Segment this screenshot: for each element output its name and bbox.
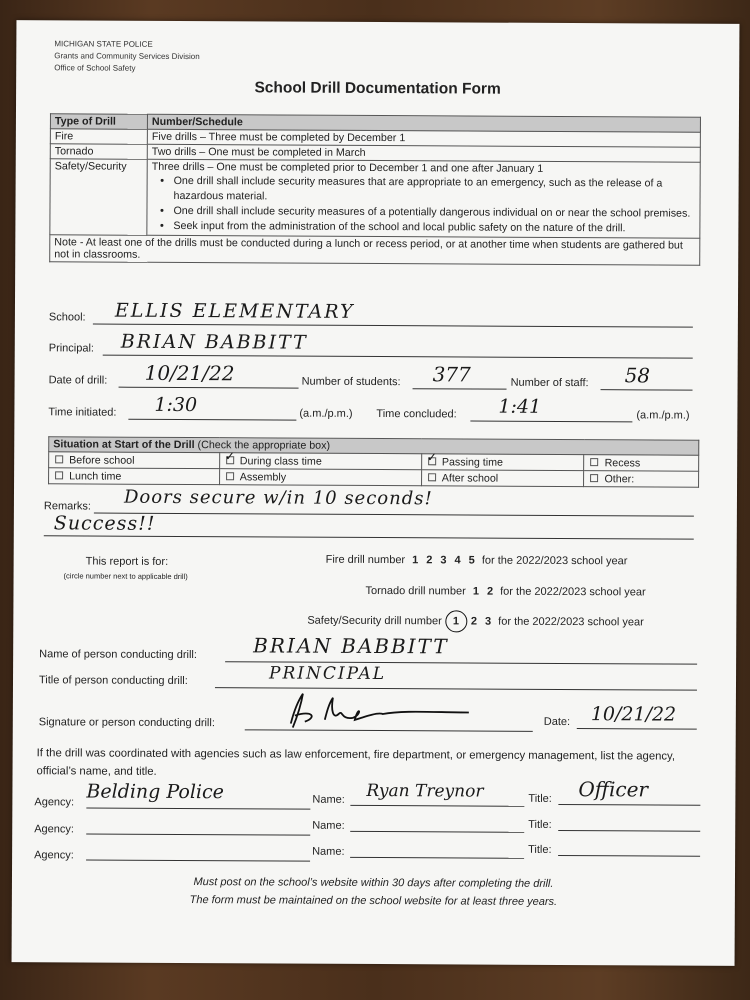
remarks-line2[interactable]: Success!! (53, 512, 156, 535)
students-value[interactable]: 377 (432, 362, 471, 387)
time-initiated-value[interactable]: 1:30 (154, 393, 198, 417)
drill-date-value[interactable]: 10/21/22 (144, 360, 235, 386)
checkbox-recess[interactable]: Recess (584, 455, 699, 472)
agency-header: MICHIGAN STATE POLICE Grants and Community Services Division Office of School Safety (54, 39, 200, 73)
situation-table: Situation at Start of the Drill (Check the appropriate box) Before school ✓ During class time ✓ Passing time Recess Lunch time Assembly After school Other: (48, 436, 699, 487)
name3-field[interactable] (350, 857, 524, 859)
title3-field[interactable] (558, 855, 700, 857)
checkbox-after-school[interactable]: After school (421, 470, 584, 487)
title1-value[interactable]: Officer (578, 777, 649, 802)
checkbox-other[interactable]: Other: (584, 471, 699, 488)
form-title: School Drill Documentation Form (254, 79, 501, 98)
checkbox-during-class[interactable]: ✓ During class time (219, 453, 421, 470)
agency3-field[interactable] (86, 859, 310, 861)
footer-note: Must post on the school’s website within 30 days after completing the drill. The form must be maintained on the school website for at least three years. (189, 876, 558, 908)
fire-drill-row: Fire drill number 1 2 3 4 5 for the 2022/2023 school year (325, 553, 628, 568)
remarks-line1[interactable]: Doors secure w/in 10 seconds! (123, 486, 433, 510)
safety-requirements-list (151, 174, 695, 237)
agency2-field[interactable] (86, 833, 310, 835)
circled-number[interactable]: 1 (445, 610, 467, 632)
checkbox-lunch[interactable]: Lunch time (49, 468, 220, 485)
checkbox-passing-time[interactable]: ✓ Passing time (421, 454, 584, 471)
drill-schedule-table: Type of Drill Number/Schedule Fire Five drills – Three must be completed by December 1 Tornado Two drills – One must be completed in March Safety/Security Three drills – One must be completed prior to December 1 and one after January 1 • One drill shall include security measures that are appropriate to an emergency, such as the release of a hazardous material. • One drill shall include security measures of a potentially dangerous individual on or near the school premises. • Seek input from the administration of the school and local public safety on the nature of the drill. Note - At least one of the drills must be conducted during a lunch or recess period, or at another time when students are gathered but not in classrooms. (49, 113, 701, 265)
time-concluded-value[interactable]: 1:41 (498, 395, 542, 418)
checkbox-before-school[interactable]: Before school (49, 452, 220, 469)
name1-value[interactable]: Ryan Treynor (366, 780, 484, 802)
school-value[interactable]: ELLIS ELEMENTARY (114, 299, 355, 323)
list-item: • One drill shall include security measures that are appropriate to an emergency, such as the release of a hazardous material. (174, 174, 696, 207)
principal-value[interactable]: BRIAN BABBITT (120, 330, 308, 354)
title2-field[interactable] (558, 830, 700, 832)
checkbox-assembly[interactable]: Assembly (219, 469, 421, 486)
document-page: MICHIGAN STATE POLICE Grants and Community Services Division Office of School Safety School Drill Documentation Form Type of Drill Number/Schedule Fire Five drills – Three must be completed by December 1 Tornado Two drills – One must be completed in March Safety/Security Three drills – One must be completed prior to December 1 and one after January 1 • One drill shall include security measures that are appropriate to an emergency, such as the release of a hazardous material. • One drill shall include security measures of a potentially dangerous individual on or near the school premises. • Seek input from the administration of the school and local public safety on the nature of the drill. Note - At least one of the drills must be conducted during a lunch or recess period, or at another time when students are gathered but not in classrooms. School: ELLIS ELEMENTARY Principal: BRIAN BABBITT Date of drill: 10/21/22 Number of students: 377 Number of staff: 58 Time initiated: 1:30 (a.m./p.m.) Time concluded: 1:41 (a.m./p.m.) Situation at Start of the Drill (Check the appropriate box) Before school ✓ During class time ✓ Passing time Recess Lunch time Assembly After school Other: Remarks: Doors secure w/in 10 seconds! Success!! This report is for: (circle number next to applicable drill) Fire drill number 1 2 3 4 5 for the 2022/2023 school year Tornado drill number 1 2 for the 2022/2023 school year Safety/Security drill number 1 2 3 for the 2022/2023 school year Name of person conducting drill: BRIAN BABBITT Title of person conducting drill: PRINCIPAL Signature or person conducting drill: Date: 10/21/22 If the drill was coordinated with agencies such as law enforcement, fire department, or emergency management, list the agency, official’s name, and title. Agency: Belding Police Name: Ryan Treynor Title: Officer Agency: Name: Title: Agency: Name: Title: Must post on the school’s website within 30 days after completing the drill. The form must be maintained on the school website for at least three years. (12, 20, 740, 966)
signature-date-value[interactable]: 10/21/22 (590, 703, 677, 726)
list-item: • Seek input from the administration of the school and local public safety on the nature of the drill. (173, 219, 695, 237)
note: Note - At least one of the drills must be conducted during a lunch or recess period, or at another time when students are gathered but not in classrooms. (50, 235, 700, 265)
agency1-value[interactable]: Belding Police (86, 780, 224, 804)
tornado-drill-row: Tornado drill number 1 2 for the 2022/2023 school year (365, 584, 646, 599)
conductor-name-value[interactable]: BRIAN BABBITT (253, 633, 449, 659)
name2-field[interactable] (350, 831, 524, 833)
conductor-title-value[interactable]: PRINCIPAL (269, 663, 387, 685)
staff-value[interactable]: 58 (624, 363, 651, 388)
signature[interactable] (283, 690, 473, 733)
list-item: • One drill shall include security measures of a potentially dangerous individual on or near the school premises. (173, 204, 695, 222)
safety-drill-row: Safety/Security drill number 1 2 3 for the 2022/2023 school year (307, 610, 644, 634)
